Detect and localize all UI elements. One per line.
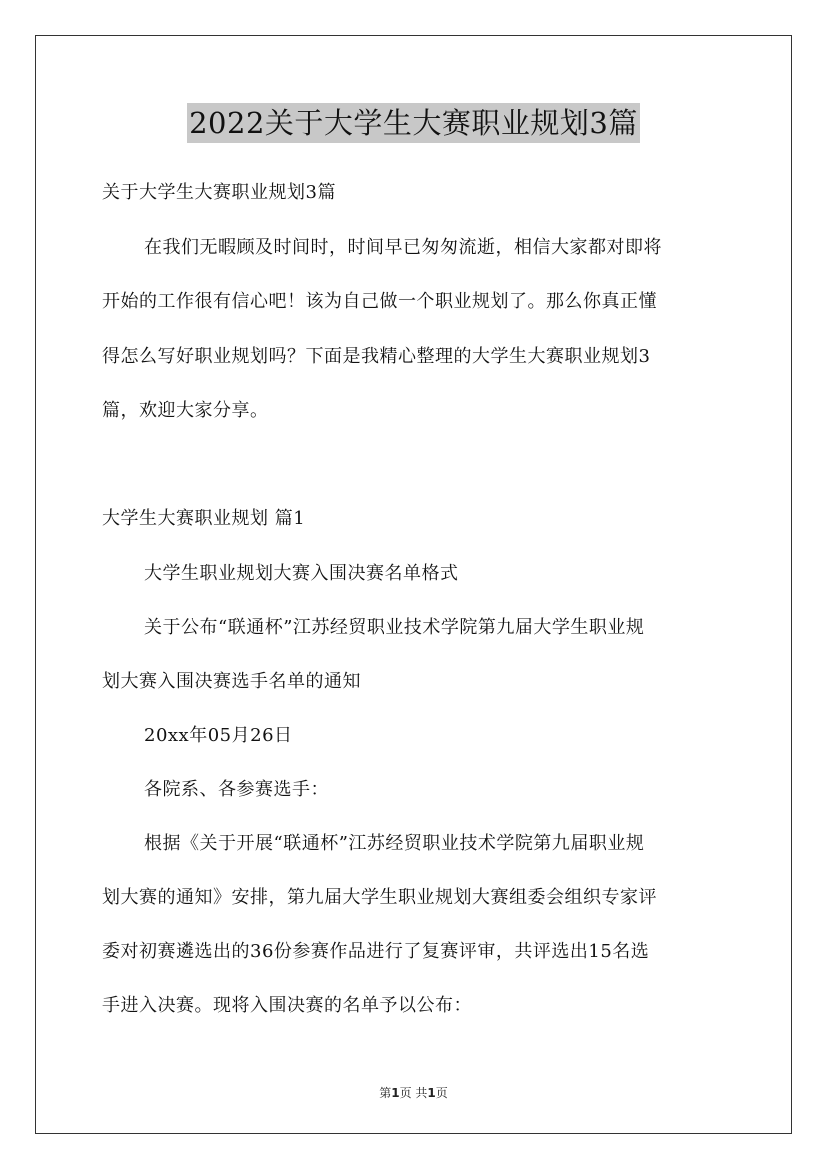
body-line-2: 关于公布“联通杯”江苏经贸职业技术学院第九届大学生职业规 — [144, 617, 645, 638]
body-line-1: 大学生职业规划大赛入围决赛名单格式 — [144, 563, 459, 584]
title-container — [0, 103, 827, 143]
page-number: 1 — [391, 1086, 400, 1100]
intro-line-3: 得怎么写好职业规划吗？下面是我精心整理的大学生大赛职业规划3 — [102, 346, 651, 367]
body-line-7: 手进入决赛。现将入围决赛的名单予以公布： — [102, 995, 472, 1016]
page-total: 1 — [427, 1086, 436, 1100]
page-prefix: 第 — [379, 1086, 392, 1100]
body-line-6: 委对初赛遴选出的36份参赛作品进行了复赛评审，共评选出15名选 — [102, 941, 650, 962]
page-mid: 页 共 — [399, 1086, 428, 1100]
intro-line-1: 在我们无暇顾及时间时，时间早已匆匆流逝，相信大家都对即将 — [144, 237, 662, 258]
intro-line-4: 篇，欢迎大家分享。 — [102, 400, 269, 421]
body-line-5: 划大赛的通知》安排，第九届大学生职业规划大赛组委会组织专家评 — [102, 887, 657, 908]
page-suffix: 页 — [435, 1086, 448, 1100]
document-title: 2022关于大学生大赛职业规划3篇 — [187, 103, 640, 143]
page-footer — [0, 1084, 827, 1101]
intro-line-2: 开始的工作很有信心吧！该为自己做一个职业规划了。那么你真正懂 — [102, 291, 657, 312]
subtitle-line: 关于大学生大赛职业规划3篇 — [102, 182, 336, 203]
section-heading: 大学生大赛职业规划 篇1 — [102, 508, 306, 529]
body-line-3: 划大赛入围决赛选手名单的通知 — [102, 671, 361, 692]
date-line: 20xx年05月26日 — [144, 725, 293, 746]
body-line-4: 根据《关于开展“联通杯”江苏经贸职业技术学院第九届职业规 — [144, 833, 645, 854]
salutation-line: 各院系、各参赛选手： — [144, 779, 329, 800]
